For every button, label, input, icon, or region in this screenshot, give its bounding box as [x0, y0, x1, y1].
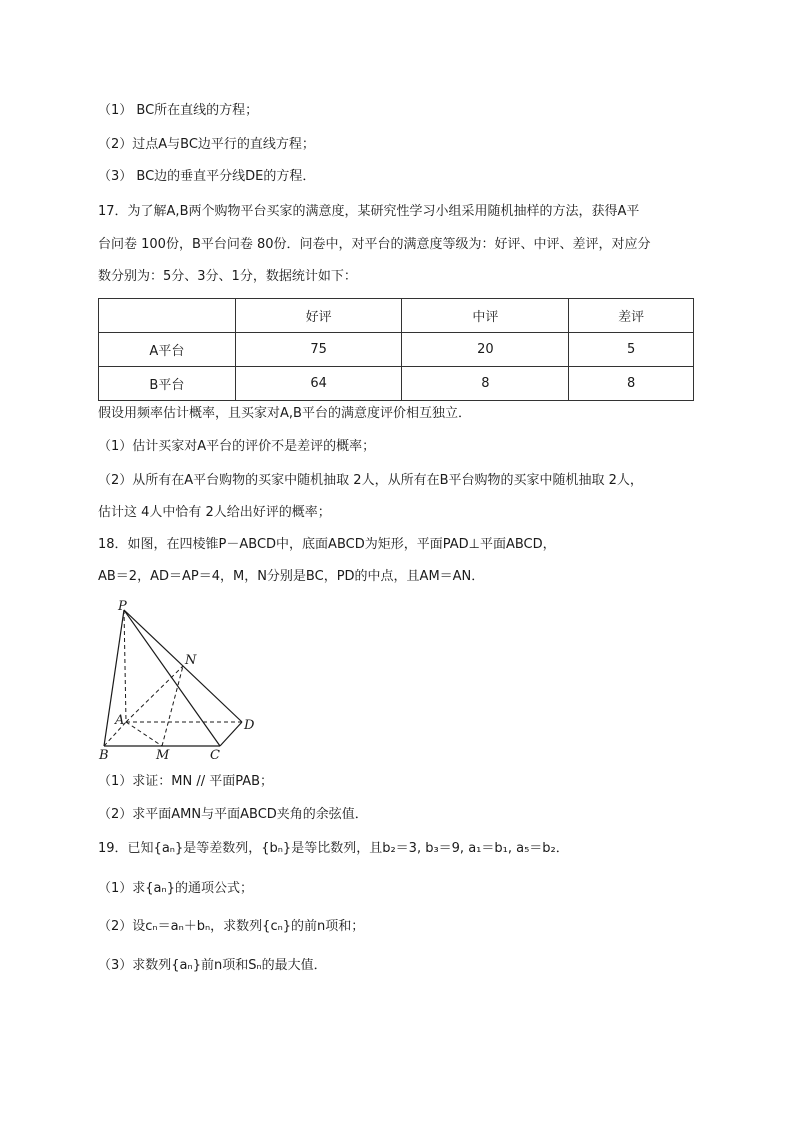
table-header-cell — [99, 299, 236, 333]
table-row — [99, 367, 694, 401]
table-cell: 75 — [235, 333, 402, 367]
label-c: C — [210, 748, 220, 763]
q19-stem: 19．已知{aₙ}是等差数列，{bₙ}是等比数列，且b₂＝3, b₃＝9, a₁＝b₁, a₅＝b₂． — [98, 841, 569, 856]
table-header-cell: 差评 — [569, 299, 694, 333]
label-m: M — [156, 748, 170, 763]
q17-part-2-line-2: 估计这 4人中恰有 2人给出好评的概率； — [98, 505, 331, 520]
table-cell: 8 — [402, 367, 569, 401]
table-header-cell: 好评 — [235, 299, 402, 333]
table-cell: B平台 — [99, 367, 236, 401]
table-header-row — [99, 299, 694, 333]
table-row — [99, 333, 694, 367]
q17-assumption: 假设用频率估计概率，且买家对A,B平台的满意度评价相互独立． — [98, 406, 471, 421]
q17-stem-line-1: 17．为了解A,B两个购物平台买家的满意度，某研究性学习小组采用随机抽样的方法，获得A平 — [98, 204, 640, 219]
q16-part-1: （1） BC所在直线的方程； — [98, 103, 259, 118]
q16-part-2: （2）过点A与BC边平行的直线方程； — [98, 137, 315, 152]
satisfaction-table — [98, 298, 694, 401]
q19-part-2: （2）设cₙ＝aₙ＋bₙ，求数列{cₙ}的前n项和； — [98, 919, 365, 934]
label-p: P — [118, 599, 127, 614]
table-header-cell: 中评 — [402, 299, 569, 333]
q17-stem-line-3: 数分别为：5分、3分、1分，数据统计如下： — [98, 269, 357, 284]
table-cell: 8 — [569, 367, 694, 401]
q17-stem-line-2: 台问卷 100份，B平台问卷 80份．问卷中，对平台的满意度等级为：好评、中评、差评，对应分 — [98, 237, 651, 252]
q19-part-3: （3）求数列{aₙ}前n项和Sₙ的最大值． — [98, 958, 327, 973]
label-n: N — [185, 653, 197, 668]
label-a: A — [115, 713, 125, 728]
label-d: D — [244, 718, 255, 733]
q16-part-3: （3） BC边的垂直平分线DE的方程． — [98, 169, 316, 184]
q19-part-1: （1）求{aₙ}的通项公式； — [98, 881, 253, 896]
q18-stem-line-1: 18．如图，在四棱锥P－ABCD中，底面ABCD为矩形，平面PAD⊥平面ABCD， — [98, 537, 556, 552]
table-cell: 64 — [235, 367, 402, 401]
table-cell: 20 — [402, 333, 569, 367]
table-cell: 5 — [569, 333, 694, 367]
q18-part-1: （1）求证：MN // 平面PAB； — [98, 774, 274, 789]
q18-part-2: （2）求平面AMN与平面ABCD夹角的余弦值． — [98, 807, 368, 822]
q17-part-1: （1）估计买家对A平台的评价不是差评的概率； — [98, 439, 376, 454]
pyramid-figure — [96, 596, 266, 766]
label-b: B — [99, 748, 109, 763]
table-cell: A平台 — [99, 333, 236, 367]
q18-stem-line-2: AB＝2，AD＝AP＝4，M，N分别是BC，PD的中点，且AM＝AN． — [98, 569, 485, 584]
q17-part-2-line-1: （2）从所有在A平台购物的买家中随机抽取 2人，从所有在B平台购物的买家中随机抽取 2人， — [98, 473, 643, 488]
